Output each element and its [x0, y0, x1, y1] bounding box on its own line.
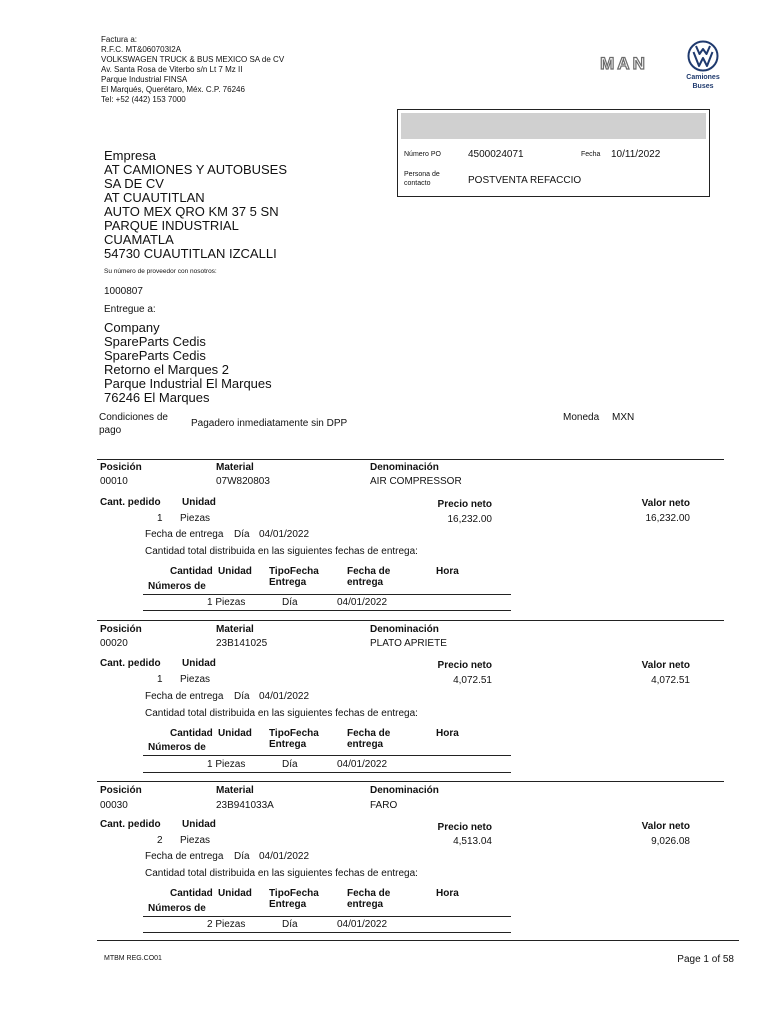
- valor-neto-value: 16,232.00: [645, 513, 690, 524]
- valor-neto-header: Valor neto: [641, 498, 690, 509]
- vw-caption-2: Buses: [692, 83, 714, 90]
- unidad-value: Piezas: [180, 674, 211, 685]
- unidad-header: Unidad: [182, 819, 216, 830]
- fecha-entrega-label: Fecha de entrega: [145, 851, 224, 862]
- bill-to-line: R.F.C. MT&060703I2A: [101, 45, 182, 54]
- moneda-label: Moneda: [563, 412, 600, 423]
- material-value: 23B941033A: [216, 800, 274, 811]
- sub-hora-header: Hora: [436, 566, 459, 577]
- dist-fecha-value: 04/01/2022: [337, 759, 388, 770]
- unidad-header: Unidad: [182, 497, 216, 508]
- sub-cantidad-header: Cantidad: [170, 728, 213, 739]
- numero-po-label: Número PO: [404, 151, 441, 158]
- unidad-value: Piezas: [180, 835, 211, 846]
- condiciones-label-1: Condiciones de: [99, 412, 168, 423]
- empresa-line: AT CUAUTITLAN: [104, 190, 205, 205]
- material-header: Material: [216, 462, 254, 473]
- dia-label: Día: [234, 691, 250, 702]
- denominacion-value: PLATO APRIETE: [370, 638, 447, 649]
- precio-neto-value: 16,232.00: [447, 514, 492, 525]
- unidad-value: Piezas: [180, 513, 211, 524]
- sub-numeros-header: Números de: [148, 581, 206, 592]
- sub-cantidad-header: Cantidad: [170, 566, 213, 577]
- proveedor-label: Su número de proveedor con nosotros:: [104, 268, 217, 275]
- entrega-line: SpareParts Cedis: [104, 348, 206, 363]
- vw-caption-1: Camiones: [686, 74, 720, 81]
- dist-tipo-value: Día: [282, 597, 298, 608]
- vw-logo-icon: [687, 40, 719, 72]
- contacto-value: POSTVENTA REFACCIO: [468, 175, 582, 186]
- material-value: 23B141025: [216, 638, 268, 649]
- condiciones-label-2: pago: [99, 425, 122, 436]
- precio-neto-header: Precio neto: [437, 499, 492, 510]
- dist-cantidad-value: 2 Piezas: [207, 919, 246, 930]
- material-value: 07W820803: [216, 476, 270, 487]
- posicion-value: 00030: [100, 800, 128, 811]
- empresa-line: CUAMATLA: [104, 232, 174, 247]
- empresa-line: SA DE CV: [104, 176, 164, 191]
- cantidad-total-text: Cantidad total distribuida en las siguientes fechas de entrega:: [145, 546, 418, 557]
- dia-label: Día: [234, 851, 250, 862]
- bill-to-line: Tel: +52 (442) 153 7000: [101, 95, 186, 104]
- cantidad-value: 2: [157, 835, 163, 846]
- numero-po-value: 4500024071: [468, 149, 524, 160]
- sub-fecha-header-1: Fecha de: [347, 888, 391, 899]
- valor-neto-value: 4,072.51: [651, 675, 690, 686]
- denominacion-value: FARO: [370, 800, 398, 811]
- entrega-line: 76246 El Marques: [104, 390, 210, 405]
- denominacion-header: Denominación: [370, 785, 439, 796]
- page-number: Page 1 of 58: [677, 954, 734, 965]
- valor-neto-header: Valor neto: [641, 821, 690, 832]
- sub-fecha-header-2: entrega: [347, 899, 384, 910]
- bill-to-line: El Marqués, Querétaro, Méx. C.P. 76246: [101, 85, 245, 94]
- sub-unidad-header: Unidad: [218, 888, 252, 899]
- fecha-label: Fecha: [581, 151, 601, 158]
- entrega-line: Retorno el Marques 2: [104, 362, 230, 377]
- man-logo-icon: [586, 55, 662, 71]
- denominacion-value: AIR COMPRESSOR: [370, 476, 462, 487]
- sub-fecha-header-2: entrega: [347, 577, 384, 588]
- valor-neto-header: Valor neto: [641, 660, 690, 671]
- sub-hora-header: Hora: [436, 888, 459, 899]
- sub-tipo-header-1: TipoFecha: [269, 728, 319, 739]
- material-header: Material: [216, 624, 254, 635]
- dist-tipo-value: Día: [282, 759, 298, 770]
- entrega-line: Company: [104, 320, 160, 335]
- sub-tipo-header-1: TipoFecha: [269, 566, 319, 577]
- posicion-value: 00020: [100, 638, 128, 649]
- cant-pedido-header: Cant. pedido: [100, 497, 161, 508]
- fecha-entrega-label: Fecha de entrega: [145, 691, 224, 702]
- posicion-header: Posición: [100, 624, 142, 635]
- contacto-label-2: contacto: [404, 180, 431, 187]
- dist-tipo-value: Día: [282, 919, 298, 930]
- dist-fecha-value: 04/01/2022: [337, 597, 388, 608]
- entrega-line: SpareParts Cedis: [104, 334, 206, 349]
- sub-cantidad-header: Cantidad: [170, 888, 213, 899]
- fecha-entrega-label: Fecha de entrega: [145, 529, 224, 540]
- sub-numeros-header: Números de: [148, 903, 206, 914]
- empresa-line: PARQUE INDUSTRIAL: [104, 218, 239, 233]
- denominacion-header: Denominación: [370, 462, 439, 473]
- precio-neto-header: Precio neto: [437, 822, 492, 833]
- empresa-line: Empresa: [104, 148, 157, 163]
- entrega-line: Parque Industrial El Marques: [104, 376, 272, 391]
- bill-to-line: Av. Santa Rosa de Viterbo s/n Lt 7 Mz II: [101, 65, 243, 74]
- posicion-header: Posición: [100, 785, 142, 796]
- denominacion-header: Denominación: [370, 624, 439, 635]
- sub-fecha-header-2: entrega: [347, 739, 384, 750]
- sub-hora-header: Hora: [436, 728, 459, 739]
- condiciones-value: Pagadero inmediatamente sin DPP: [191, 418, 348, 429]
- fecha-entrega-value: 04/01/2022: [259, 529, 310, 540]
- posicion-value: 00010: [100, 476, 128, 487]
- sub-tipo-header-2: Entrega: [269, 899, 307, 910]
- fecha-value: 10/11/2022: [611, 149, 661, 160]
- dist-fecha-value: 04/01/2022: [337, 919, 388, 930]
- sub-fecha-header-1: Fecha de: [347, 566, 391, 577]
- cantidad-total-text: Cantidad total distribuida en las siguientes fechas de entrega:: [145, 708, 418, 719]
- precio-neto-header: Precio neto: [437, 660, 492, 671]
- precio-neto-value: 4,072.51: [453, 675, 492, 686]
- empresa-line: AUTO MEX QRO KM 37 5 SN: [104, 204, 279, 219]
- sub-unidad-header: Unidad: [218, 728, 252, 739]
- valor-neto-value: 9,026.08: [651, 836, 690, 847]
- dist-cantidad-value: 1 Piezas: [207, 759, 246, 770]
- fecha-entrega-value: 04/01/2022: [259, 691, 310, 702]
- moneda-value: MXN: [612, 412, 635, 423]
- precio-neto-value: 4,513.04: [453, 836, 492, 847]
- entregue-label: Entregue a:: [104, 304, 156, 315]
- bill-to-line: VOLKSWAGEN TRUCK & BUS MEXICO SA de CV: [101, 55, 285, 64]
- sub-numeros-header: Números de: [148, 742, 206, 753]
- unidad-header: Unidad: [182, 658, 216, 669]
- po-box-header-bar: [401, 113, 706, 139]
- form-code: MTBM REG.CO01: [104, 955, 162, 962]
- dia-label: Día: [234, 529, 250, 540]
- cantidad-value: 1: [157, 674, 163, 685]
- dist-cantidad-value: 1 Piezas: [207, 597, 246, 608]
- proveedor-value: 1000807: [104, 286, 143, 297]
- cant-pedido-header: Cant. pedido: [100, 819, 161, 830]
- sub-unidad-header: Unidad: [218, 566, 252, 577]
- fecha-entrega-value: 04/01/2022: [259, 851, 310, 862]
- posicion-header: Posición: [100, 462, 142, 473]
- contacto-label-1: Persona de: [404, 171, 440, 178]
- cantidad-value: 1: [157, 513, 163, 524]
- sub-tipo-header-2: Entrega: [269, 577, 307, 588]
- svg-text:MAN: MAN: [600, 55, 648, 71]
- sub-tipo-header-2: Entrega: [269, 739, 307, 750]
- bill-to-line: Factura a:: [101, 35, 138, 44]
- material-header: Material: [216, 785, 254, 796]
- sub-fecha-header-1: Fecha de: [347, 728, 391, 739]
- bill-to-line: Parque Industrial FINSA: [101, 75, 188, 84]
- empresa-line: 54730 CUAUTITLAN IZCALLI: [104, 246, 277, 261]
- sub-tipo-header-1: TipoFecha: [269, 888, 319, 899]
- empresa-line: AT CAMIONES Y AUTOBUSES: [104, 162, 288, 177]
- cant-pedido-header: Cant. pedido: [100, 658, 161, 669]
- cantidad-total-text: Cantidad total distribuida en las siguientes fechas de entrega:: [145, 868, 418, 879]
